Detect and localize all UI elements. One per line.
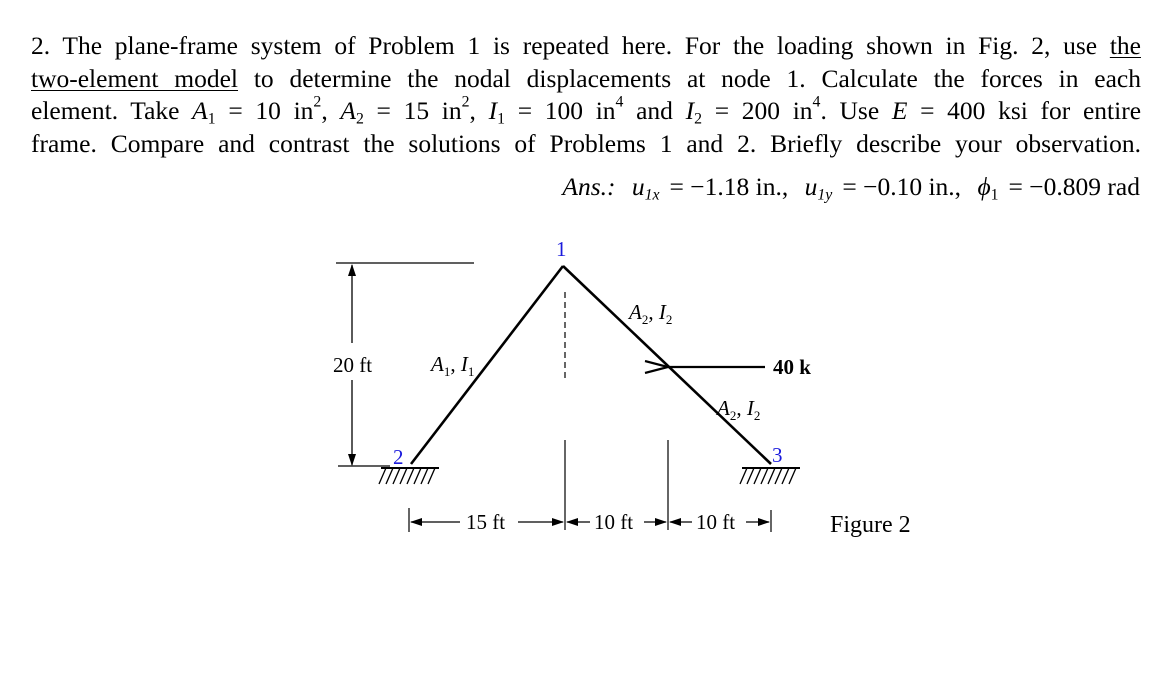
symbol-u1y: u	[804, 172, 818, 201]
element-2-member	[563, 266, 771, 464]
A2-exponent: 2	[461, 93, 470, 111]
elem2b-I: I	[746, 396, 754, 420]
dim-label-10ft-b: 10 ft	[696, 510, 736, 534]
problem-text-1: 2. The plane-frame system of Problem 1 is repeated here. For the loading shown in Fig. 2, use	[31, 31, 1110, 60]
A2-value: = 15 in	[363, 96, 462, 125]
element-1-properties	[429, 352, 474, 379]
symbol-A2: A	[340, 96, 356, 125]
symbol-u1x: u	[631, 172, 645, 201]
elem2b-A-sub: 2	[729, 408, 737, 423]
A1-exponent: 2	[313, 93, 322, 111]
underlined-the: the	[1109, 31, 1141, 60]
I2-exponent: 4	[812, 93, 821, 111]
fixed-support-node-3	[740, 468, 800, 484]
symbol-E: E	[891, 96, 908, 125]
elem2-A: A	[629, 300, 642, 324]
node-1-label: 1	[556, 237, 567, 261]
elem1-sep: ,	[450, 352, 461, 376]
I2-value: = 200 in	[702, 96, 813, 125]
element-2-properties-lower	[715, 396, 760, 423]
elem1-A: A	[431, 352, 444, 376]
line3-prefix: element. Take	[31, 96, 193, 125]
A1-subscript: 1	[207, 110, 216, 128]
elem2-I: I	[658, 300, 666, 324]
element-2-properties-upper	[627, 300, 672, 327]
u1x-subscript: 1x	[644, 186, 660, 204]
node-3-label: 3	[772, 443, 783, 467]
problem-text-2: to determine the nodal displacements at node 1. Calculate the forces in each	[238, 63, 1141, 93]
dim-label-10ft-a: 10 ft	[594, 510, 634, 534]
elem2b-I-sub: 2	[753, 408, 761, 423]
underlined-two-element-model: two-element model	[31, 63, 239, 93]
height-label: 20 ft	[333, 353, 373, 377]
separator: ,	[469, 96, 489, 125]
A2-subscript: 2	[355, 110, 364, 128]
conjunction: and	[623, 96, 686, 125]
I1-subscript: 1	[497, 110, 506, 128]
symbol-I2: I	[685, 96, 695, 125]
symbol-I1: I	[488, 96, 498, 125]
elem2b-A: A	[717, 396, 730, 420]
I1-exponent: 4	[615, 93, 624, 111]
elem2-I-sub: 2	[665, 312, 673, 327]
u1y-value: = −0.10 in.,	[842, 172, 962, 201]
load-label: 40 k	[773, 355, 811, 379]
u1x-value: = −1.18 in.,	[669, 172, 789, 201]
elem1-I-sub: 1	[467, 364, 475, 379]
elem1-I: I	[460, 352, 468, 376]
elem1-A-sub: 1	[443, 364, 451, 379]
phi1-value: = −0.809 rad	[1008, 172, 1140, 201]
use-text: . Use	[820, 96, 892, 125]
u1y-subscript: 1y	[817, 186, 833, 204]
elem2-A-sub: 2	[641, 312, 649, 327]
elem2-sep: ,	[648, 300, 659, 324]
figure-caption: Figure 2	[830, 512, 911, 538]
problem-text-4: frame. Compare and contrast the solutions of Problems 1 and 2. Briefly describe your observation.	[31, 128, 1141, 158]
phi1-subscript: 1	[990, 186, 999, 204]
separator: ,	[321, 96, 341, 125]
symbol-A1: A	[192, 96, 208, 125]
elem2b-sep: ,	[736, 396, 747, 420]
E-value: = 400 ksi for entire	[907, 96, 1142, 125]
I1-value: = 100 in	[505, 96, 616, 125]
answer-label: Ans.:	[562, 172, 616, 201]
node-2-label: 2	[393, 445, 404, 469]
dim-label-15ft: 15 ft	[466, 510, 506, 534]
fixed-support-node-2	[379, 468, 439, 484]
I2-subscript: 2	[694, 110, 703, 128]
A1-value: = 10 in	[215, 96, 314, 125]
symbol-phi1: ϕ	[977, 172, 991, 201]
